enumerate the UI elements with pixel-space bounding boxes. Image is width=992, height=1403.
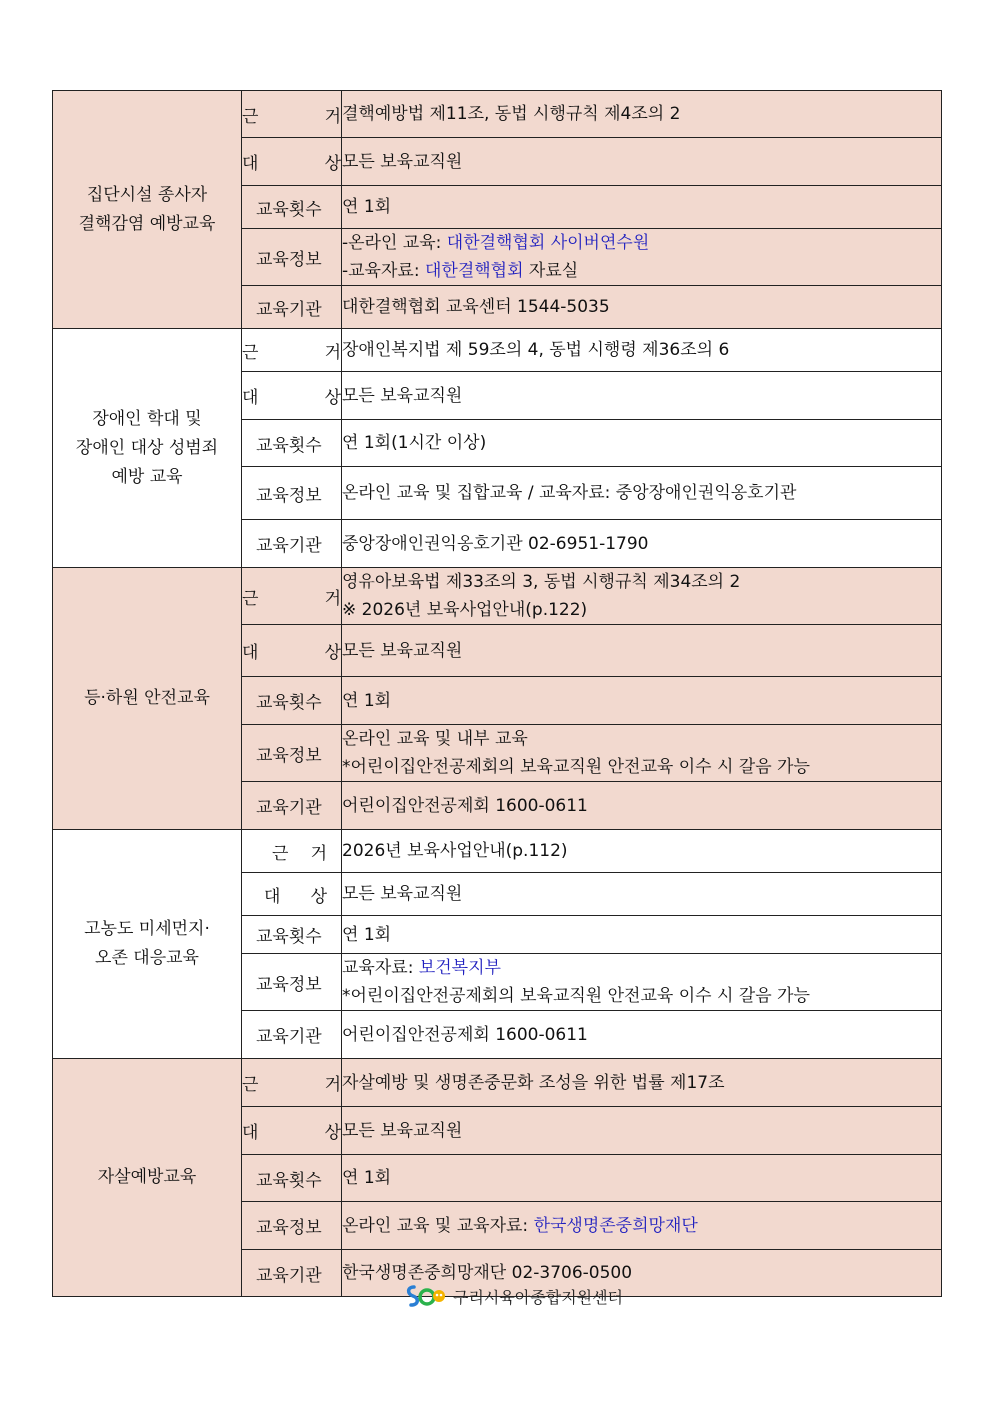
basis-value — [342, 568, 942, 625]
info-text: -온라인 교육: — [342, 233, 447, 253]
category-line: 장애인 학대 및 — [92, 408, 202, 429]
info-text: -교육자료: — [342, 261, 425, 281]
label-target: 대 상 — [242, 372, 342, 420]
category-cell — [53, 568, 242, 830]
agency-value: 어린이집안전공제회 1600-0611 — [342, 782, 942, 830]
target-value: 모든 보육교직원 — [342, 873, 942, 916]
agency-value: 중앙장애인권익옹호기관 02-6951-1790 — [342, 520, 942, 568]
info-text: 교육자료: — [342, 958, 419, 978]
info-line: *어린이집안전공제회의 보육교직원 안전교육 이수 시 갈음 가능 — [342, 757, 810, 777]
table-row — [53, 568, 942, 625]
basis-line: 영유아보육법 제33조의 3, 동법 시행규칙 제34조의 2 — [342, 572, 741, 592]
table-row — [53, 329, 942, 372]
section-commute-safety — [53, 568, 942, 830]
frequency-value: 연 1회 — [342, 186, 942, 229]
frequency-value: 연 1회 — [342, 677, 942, 725]
label-target: 대 상 — [242, 625, 342, 677]
mohw-link[interactable]: 보건복지부 — [418, 958, 501, 978]
center-logo-icon — [405, 1283, 447, 1309]
section-suicide-prevention — [53, 1059, 942, 1297]
category-line: 예방 교육 — [111, 466, 183, 487]
frequency-value: 연 1회 — [342, 916, 942, 954]
label-frequency: 교육횟수 — [242, 186, 342, 229]
basis-value: 장애인복지법 제 59조의 4, 동법 시행령 제36조의 6 — [342, 329, 942, 372]
frequency-value: 연 1회(1시간 이상) — [342, 420, 942, 467]
agency-value: 대한결핵협회 교육센터 1544-5035 — [342, 286, 942, 329]
table-row — [53, 91, 942, 138]
info-text: 온라인 교육 및 교육자료: — [342, 1215, 534, 1236]
basis-value: 2026년 보육사업안내(p.112) — [342, 830, 942, 873]
label-info: 교육정보 — [242, 1202, 342, 1250]
label-info: 교육정보 — [242, 467, 342, 520]
label-info: 교육정보 — [242, 229, 342, 286]
category-cell — [53, 91, 242, 329]
target-value: 모든 보육교직원 — [342, 625, 942, 677]
target-value: 모든 보육교직원 — [342, 372, 942, 420]
label-basis: 근 거 — [242, 1059, 342, 1107]
label-agency: 교육기관 — [242, 520, 342, 568]
cyber-academy-link[interactable]: 대한결핵협회 사이버연수원 — [446, 233, 650, 253]
target-value: 모든 보육교직원 — [342, 138, 942, 186]
category-cell — [53, 329, 242, 568]
label-frequency: 교육횟수 — [242, 1155, 342, 1202]
basis-value: 결핵예방법 제11조, 동법 시행규칙 제4조의 2 — [342, 91, 942, 138]
label-agency: 교육기관 — [242, 1250, 342, 1297]
education-table — [52, 90, 942, 1297]
label-info: 교육정보 — [242, 725, 342, 782]
category-line: 결핵감염 예방교육 — [78, 213, 216, 234]
category-cell — [53, 1059, 242, 1297]
category-line: 오존 대응교육 — [95, 948, 199, 968]
agency-value: 한국생명존중희망재단 02-3706-0500 — [342, 1250, 942, 1297]
label-target: 대 상 — [242, 1107, 342, 1155]
label-target: 대 상 — [242, 873, 342, 916]
info-value — [342, 229, 942, 286]
category-line: 자살예방교육 — [97, 1167, 197, 1187]
label-info: 교육정보 — [242, 954, 342, 1011]
category-line: 등·하원 안전교육 — [84, 688, 210, 708]
label-agency: 교육기관 — [242, 1011, 342, 1059]
label-frequency: 교육횟수 — [242, 916, 342, 954]
agency-value: 어린이집안전공제회 1600-0611 — [342, 1011, 942, 1059]
label-basis: 근 거 — [242, 91, 342, 138]
category-line: 고농도 미세먼지· — [84, 919, 210, 939]
label-frequency: 교육횟수 — [242, 677, 342, 725]
info-value: 온라인 교육 및 집합교육 / 교육자료: 중앙장애인권익옹호기관 — [342, 467, 942, 520]
info-value — [342, 954, 942, 1011]
label-agency: 교육기관 — [242, 286, 342, 329]
tb-association-link[interactable]: 대한결핵협회 — [424, 261, 524, 281]
label-basis: 근 거 — [242, 568, 342, 625]
label-basis: 근 거 — [242, 830, 342, 873]
category-line: 장애인 대상 성범죄 — [75, 437, 219, 458]
info-text: 자료실 — [523, 261, 579, 281]
label-basis: 근 거 — [242, 329, 342, 372]
table-row — [53, 1059, 942, 1107]
basis-value: 자살예방 및 생명존중문화 조성을 위한 법률 제17조 — [342, 1059, 942, 1107]
frequency-value: 연 1회 — [342, 1155, 942, 1202]
label-agency: 교육기관 — [242, 782, 342, 830]
info-line: 온라인 교육 및 내부 교육 — [342, 729, 528, 749]
info-value — [342, 725, 942, 782]
footer-org-name: 구리시육아종합지원센터 — [453, 1287, 624, 1307]
section-disability — [53, 329, 942, 568]
basis-line: ※ 2026년 보육사업안내(p.122) — [342, 600, 588, 620]
section-fine-dust — [53, 830, 942, 1059]
info-value — [342, 1202, 942, 1250]
category-cell — [53, 830, 242, 1059]
label-frequency: 교육횟수 — [242, 420, 342, 467]
info-line: *어린이집안전공제회의 보육교직원 안전교육 이수 시 갈음 가능 — [342, 986, 810, 1006]
table-row — [53, 830, 942, 873]
category-line: 집단시설 종사자 — [86, 184, 208, 205]
section-tb — [53, 91, 942, 329]
target-value: 모든 보육교직원 — [342, 1107, 942, 1155]
footer — [405, 1282, 623, 1310]
label-target: 대 상 — [242, 138, 342, 186]
hope-foundation-link[interactable]: 한국생명존중희망재단 — [533, 1215, 698, 1236]
